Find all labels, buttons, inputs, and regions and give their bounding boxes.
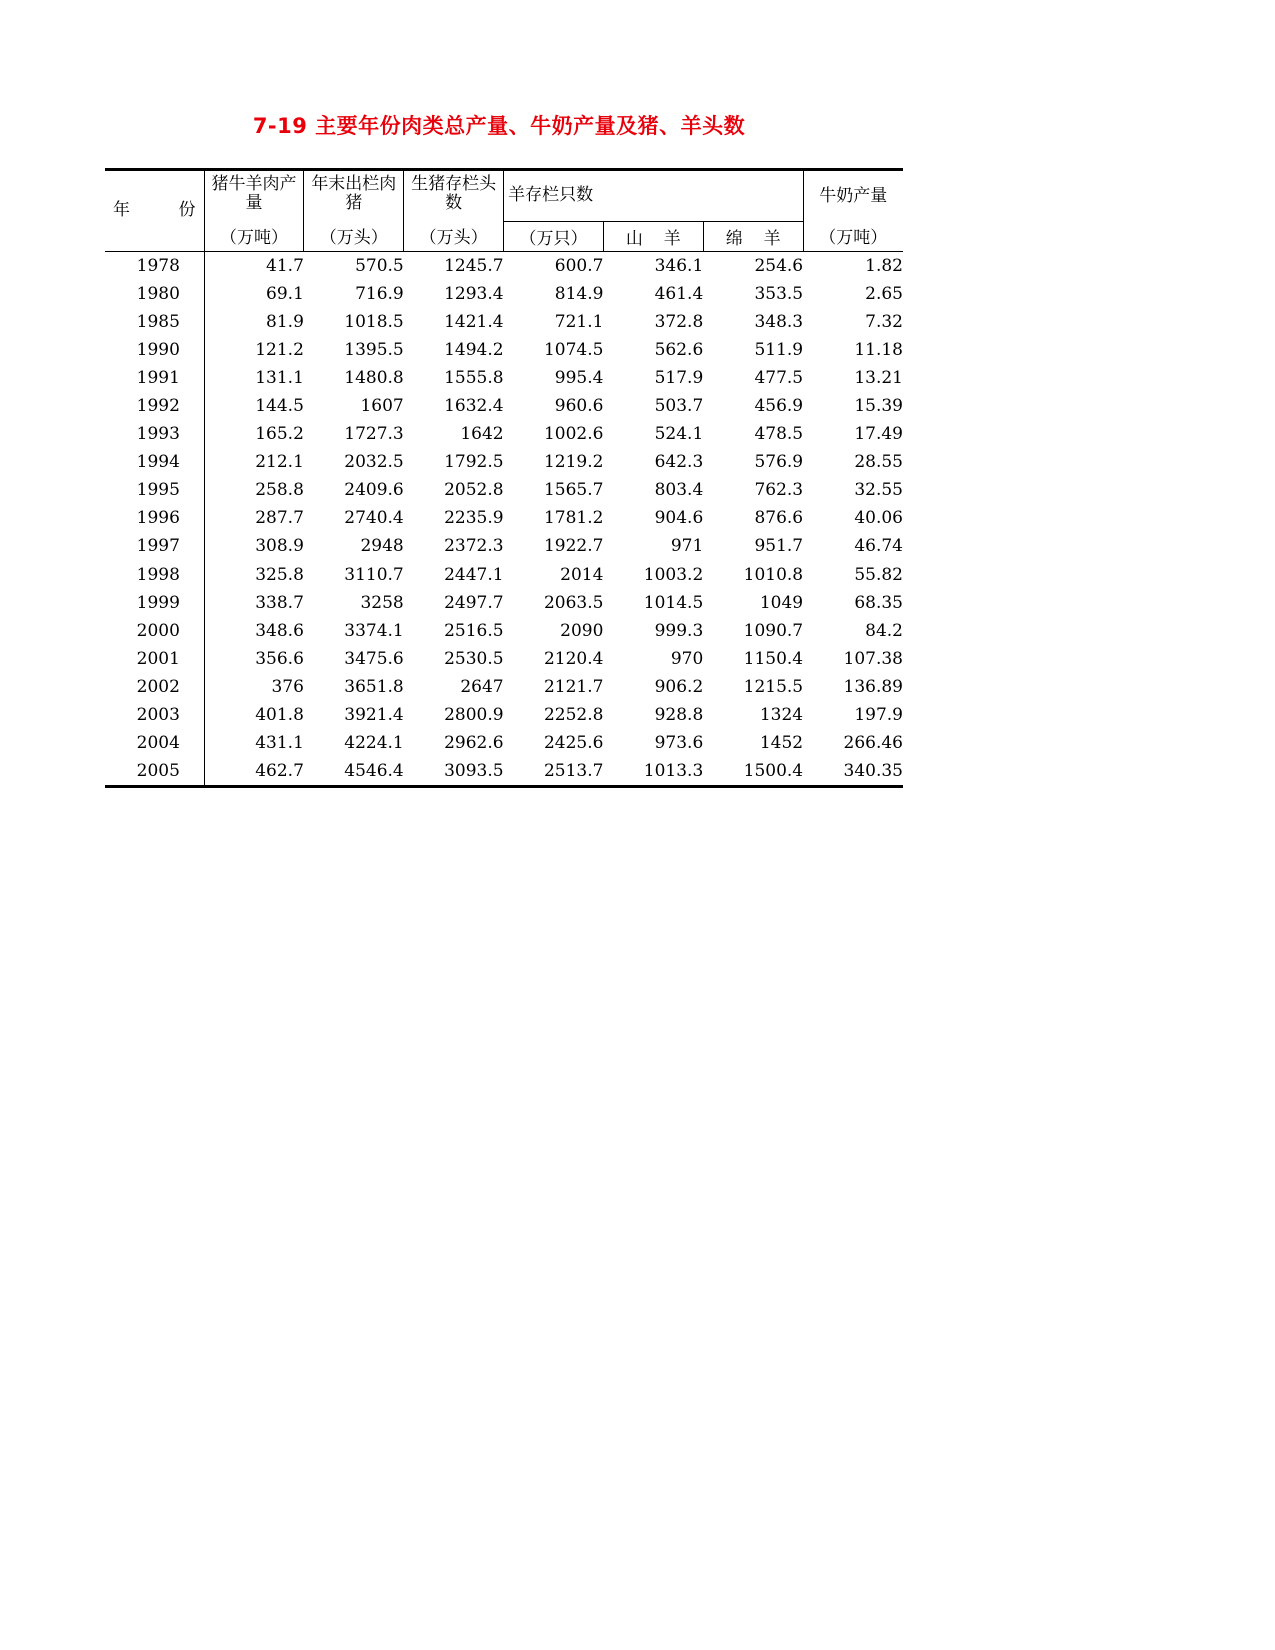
value-cell: 372.8 xyxy=(654,311,704,332)
value-cell: 2052.8 xyxy=(444,480,504,501)
value-cell: 642.3 xyxy=(654,452,704,473)
value-cell: 2516.5 xyxy=(444,620,504,641)
table-row xyxy=(105,561,903,589)
value-cell: 3093.5 xyxy=(404,757,504,787)
value-cell: 7.32 xyxy=(865,311,903,332)
value-cell: 1500.4 xyxy=(703,757,803,787)
value-cell: 3651.8 xyxy=(344,676,404,697)
table-row xyxy=(105,251,903,280)
table-row xyxy=(105,280,903,308)
year-cell: 1995 xyxy=(136,480,180,501)
value-cell: 346.1 xyxy=(654,255,704,276)
year-cell: 1985 xyxy=(136,311,180,332)
year-cell: 2001 xyxy=(136,648,180,669)
year-cell: 1998 xyxy=(136,564,180,585)
value-cell: 254.6 xyxy=(754,255,804,276)
table-body xyxy=(105,251,903,787)
value-cell: 1395.5 xyxy=(344,339,404,360)
value-cell: 308.9 xyxy=(204,532,304,560)
value-cell: 2800.9 xyxy=(444,705,504,726)
value-cell: 4546.4 xyxy=(304,757,404,787)
statistics-table xyxy=(105,168,903,788)
value-cell: 107.38 xyxy=(843,648,903,669)
sheep-unit: （万只） xyxy=(504,221,604,251)
value-cell: 570.5 xyxy=(355,255,404,276)
value-cell: 2032.5 xyxy=(344,452,404,473)
value-cell: 136.89 xyxy=(843,676,903,697)
value-cell: 258.8 xyxy=(204,476,304,504)
table-row xyxy=(105,448,903,476)
value-cell: 41.7 xyxy=(204,251,304,280)
value-cell: 3921.4 xyxy=(344,705,404,726)
value-cell: 46.74 xyxy=(854,536,903,557)
value-cell: 353.5 xyxy=(754,283,804,304)
table-row xyxy=(105,392,903,420)
value-cell: 28.55 xyxy=(854,452,903,473)
meat-output-header: 猪牛羊肉产量 xyxy=(204,170,304,222)
value-cell: 165.2 xyxy=(204,420,304,448)
table-row xyxy=(105,420,903,448)
year-cell: 1994 xyxy=(136,452,180,473)
value-cell: 762.3 xyxy=(754,480,804,501)
sheep-wool-header-left: 绵 xyxy=(725,228,743,249)
value-cell: 1090.7 xyxy=(743,620,804,641)
value-cell: 971 xyxy=(670,536,704,557)
value-cell: 600.7 xyxy=(554,255,604,276)
year-header-right: 份 xyxy=(178,200,196,221)
value-cell: 973.6 xyxy=(654,733,704,754)
value-cell: 2497.7 xyxy=(444,592,504,613)
value-cell: 876.6 xyxy=(754,508,804,529)
value-cell: 1727.3 xyxy=(344,424,404,445)
value-cell: 356.6 xyxy=(204,645,304,673)
year-cell: 1993 xyxy=(136,424,180,445)
value-cell: 928.8 xyxy=(654,705,704,726)
value-cell: 517.9 xyxy=(654,367,704,388)
sheep-wool-header xyxy=(703,221,803,251)
table-row xyxy=(105,504,903,532)
table-row xyxy=(105,757,903,787)
goat-header-right: 羊 xyxy=(663,228,681,249)
value-cell: 431.1 xyxy=(204,729,304,757)
value-cell: 325.8 xyxy=(204,561,304,589)
value-cell: 1013.3 xyxy=(603,757,703,787)
value-cell: 197.9 xyxy=(854,705,903,726)
value-cell: 55.82 xyxy=(854,564,903,585)
value-cell: 1293.4 xyxy=(444,283,504,304)
value-cell: 461.4 xyxy=(654,283,704,304)
value-cell: 2647 xyxy=(460,676,504,697)
value-cell: 348.6 xyxy=(204,617,304,645)
value-cell: 960.6 xyxy=(554,396,604,417)
value-cell: 511.9 xyxy=(754,339,804,360)
value-cell: 716.9 xyxy=(355,283,404,304)
value-cell: 1781.2 xyxy=(543,508,604,529)
value-cell: 1010.8 xyxy=(743,564,804,585)
value-cell: 1632.4 xyxy=(444,396,504,417)
value-cell: 1003.2 xyxy=(643,564,704,585)
value-cell: 1452 xyxy=(759,733,804,754)
value-cell: 814.9 xyxy=(554,283,604,304)
value-cell: 2372.3 xyxy=(444,536,504,557)
value-cell: 1324 xyxy=(759,705,804,726)
value-cell: 2090 xyxy=(560,620,604,641)
value-cell: 2962.6 xyxy=(444,733,504,754)
year-cell: 1996 xyxy=(136,508,180,529)
value-cell: 15.39 xyxy=(854,396,903,417)
value-cell: 1421.4 xyxy=(444,311,504,332)
value-cell: 1642 xyxy=(460,424,504,445)
value-cell: 1245.7 xyxy=(444,255,504,276)
year-cell: 1997 xyxy=(136,536,180,557)
value-cell: 348.3 xyxy=(754,311,804,332)
value-cell: 995.4 xyxy=(554,367,604,388)
value-cell: 477.5 xyxy=(754,367,804,388)
value-cell: 1219.2 xyxy=(543,452,604,473)
year-cell: 1999 xyxy=(136,592,180,613)
table-row xyxy=(105,701,903,729)
year-cell: 2004 xyxy=(136,733,180,754)
value-cell: 3110.7 xyxy=(344,564,404,585)
value-cell: 2409.6 xyxy=(344,480,404,501)
value-cell: 212.1 xyxy=(204,448,304,476)
value-cell: 1.82 xyxy=(865,255,903,276)
value-cell: 1792.5 xyxy=(444,452,504,473)
value-cell: 1922.7 xyxy=(543,536,604,557)
meat-unit: （万吨） xyxy=(204,221,304,251)
table-row xyxy=(105,532,903,560)
value-cell: 478.5 xyxy=(754,424,804,445)
table-row xyxy=(105,476,903,504)
table-row xyxy=(105,308,903,336)
value-cell: 1002.6 xyxy=(543,424,604,445)
table-row xyxy=(105,645,903,673)
value-cell: 376 xyxy=(204,673,304,701)
value-cell: 2.65 xyxy=(865,283,903,304)
value-cell: 2447.1 xyxy=(444,564,504,585)
value-cell: 576.9 xyxy=(754,452,804,473)
value-cell: 2252.8 xyxy=(543,705,604,726)
year-cell: 1991 xyxy=(136,367,180,388)
value-cell: 40.06 xyxy=(854,508,903,529)
table-title: 7-19 主要年份肉类总产量、牛奶产量及猪、羊头数 xyxy=(252,114,746,138)
value-cell: 2120.4 xyxy=(543,648,604,669)
value-cell: 69.1 xyxy=(204,280,304,308)
pigs-slaughtered-header: 年末出栏肉猪 xyxy=(304,170,404,222)
value-cell: 121.2 xyxy=(204,336,304,364)
value-cell: 803.4 xyxy=(654,480,704,501)
sheep-wool-header-right: 羊 xyxy=(763,228,781,249)
value-cell: 338.7 xyxy=(204,589,304,617)
value-cell: 340.35 xyxy=(803,757,903,787)
table-row xyxy=(105,336,903,364)
value-cell: 401.8 xyxy=(204,701,304,729)
value-cell: 3258 xyxy=(360,592,404,613)
year-cell: 2002 xyxy=(136,676,180,697)
year-header-left: 年 xyxy=(113,200,130,221)
value-cell: 951.7 xyxy=(754,536,804,557)
value-cell: 1049 xyxy=(759,592,804,613)
value-cell: 999.3 xyxy=(654,620,704,641)
year-cell: 2005 xyxy=(105,757,204,787)
value-cell: 1018.5 xyxy=(344,311,404,332)
value-cell: 287.7 xyxy=(204,504,304,532)
year-cell: 1978 xyxy=(136,255,180,276)
value-cell: 4224.1 xyxy=(344,733,404,754)
value-cell: 2121.7 xyxy=(543,676,604,697)
value-cell: 1480.8 xyxy=(344,367,404,388)
value-cell: 81.9 xyxy=(204,308,304,336)
year-cell: 2000 xyxy=(136,620,180,641)
value-cell: 904.6 xyxy=(654,508,704,529)
pigs-stock-header: 生猪存栏头数 xyxy=(404,170,504,222)
value-cell: 2513.7 xyxy=(504,757,604,787)
value-cell: 456.9 xyxy=(754,396,804,417)
stock-unit: （万头） xyxy=(404,221,504,251)
value-cell: 32.55 xyxy=(854,480,903,501)
value-cell: 1014.5 xyxy=(643,592,704,613)
value-cell: 2425.6 xyxy=(543,733,604,754)
value-cell: 266.46 xyxy=(843,733,903,754)
value-cell: 2948 xyxy=(360,536,404,557)
goat-header-left: 山 xyxy=(625,228,643,249)
value-cell: 11.18 xyxy=(854,339,903,360)
value-cell: 2235.9 xyxy=(444,508,504,529)
value-cell: 1074.5 xyxy=(543,339,604,360)
value-cell: 721.1 xyxy=(554,311,604,332)
table-row xyxy=(105,364,903,392)
year-cell: 1990 xyxy=(136,339,180,360)
value-cell: 1607 xyxy=(360,396,404,417)
value-cell: 1565.7 xyxy=(543,480,604,501)
value-cell: 1494.2 xyxy=(444,339,504,360)
value-cell: 84.2 xyxy=(865,620,903,641)
value-cell: 3475.6 xyxy=(344,648,404,669)
value-cell: 3374.1 xyxy=(344,620,404,641)
value-cell: 503.7 xyxy=(654,396,704,417)
value-cell: 906.2 xyxy=(654,676,704,697)
year-cell: 1992 xyxy=(136,396,180,417)
year-header xyxy=(105,170,204,252)
year-cell: 2003 xyxy=(136,705,180,726)
year-cell: 1980 xyxy=(136,283,180,304)
table-row xyxy=(105,617,903,645)
value-cell: 462.7 xyxy=(204,757,304,787)
value-cell: 144.5 xyxy=(204,392,304,420)
value-cell: 13.21 xyxy=(854,367,903,388)
table-row xyxy=(105,673,903,701)
value-cell: 970 xyxy=(670,648,704,669)
goat-header xyxy=(603,221,703,251)
milk-unit: （万吨） xyxy=(803,221,903,251)
value-cell: 17.49 xyxy=(854,424,903,445)
value-cell: 131.1 xyxy=(204,364,304,392)
value-cell: 2063.5 xyxy=(543,592,604,613)
value-cell: 1150.4 xyxy=(743,648,804,669)
table-row xyxy=(105,589,903,617)
value-cell: 1555.8 xyxy=(444,367,504,388)
value-cell: 2740.4 xyxy=(344,508,404,529)
value-cell: 562.6 xyxy=(654,339,704,360)
milk-output-header: 牛奶产量 xyxy=(803,170,903,222)
slaughter-unit: （万头） xyxy=(304,221,404,251)
value-cell: 68.35 xyxy=(854,592,903,613)
sheep-stock-header: 羊存栏只数 xyxy=(504,170,804,222)
value-cell: 1215.5 xyxy=(743,676,804,697)
value-cell: 2014 xyxy=(560,564,604,585)
table-row xyxy=(105,729,903,757)
value-cell: 2530.5 xyxy=(444,648,504,669)
value-cell: 524.1 xyxy=(654,424,704,445)
